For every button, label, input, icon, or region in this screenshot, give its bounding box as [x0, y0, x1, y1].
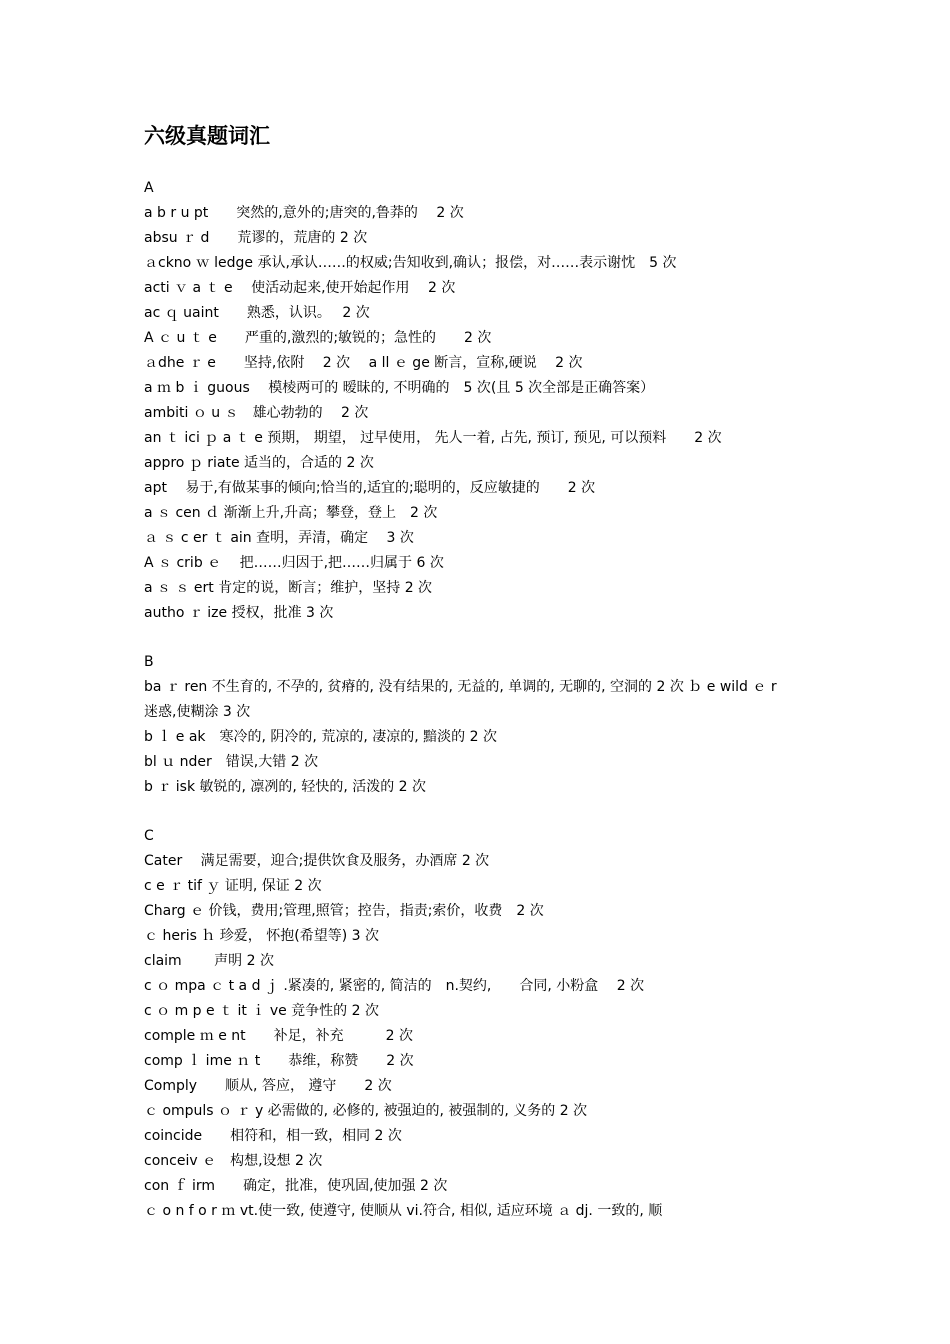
section-spacer [144, 626, 810, 650]
vocab-entry-ascend: a ｓ cen ｄ 渐渐上升,升高；攀登，登上 2 次 [144, 505, 438, 521]
vocab-entry-ambiguous: a ｍ b ｉ guous 模棱两可的 暧昧的, 不明确的 5 次(且 5 次全部是正确答案） [144, 380, 655, 396]
vocab-entry-acquaint: ac ｑ uaint 熟悉，认识。 2 次 [144, 305, 370, 321]
document-title: 六级真题词汇 [144, 124, 270, 148]
section-spacer [144, 800, 810, 824]
vocab-entry-compulsory: ｃ ompuls ｏ ｒ y 必需做的, 必修的, 被强迫的, 被强制的, 义务的 2 次 [144, 1103, 588, 1119]
vocab-entry-compliment: comp ｌ ime ｎ t 恭维，称赞 2 次 [144, 1053, 414, 1069]
vocab-entry-authorize: autho ｒ ize 授权，批准 3 次 [144, 605, 334, 621]
document-page [144, 118, 810, 1224]
vocab-entry-acute: A ｃ u ｔ e 严重的,激烈的;敏锐的；急性的 2 次 [144, 330, 492, 346]
vocab-entry-acknowledge: ａckno ｗ ledge 承认,承认……的权威;告知收到,确认；报偿，对……表示谢忱 5 次 [144, 255, 677, 271]
vocab-entry-ascribe: A ｓ crib ｅ 把……归因于,把……归属于 6 次 [144, 555, 444, 571]
vocab-entry-activate: acti ｖ a ｔ e 使活动起来,使开始起作用 2 次 [144, 280, 456, 296]
vocab-entry-comply: Comply 顺从, 答应， 遵守 2 次 [144, 1078, 392, 1094]
vocab-entry-claim: claim 声明 2 次 [144, 953, 274, 969]
vocab-entry-absurd: absu ｒ d 荒谬的，荒唐的 2 次 [144, 230, 368, 246]
vocab-entry-conceive: conceiv ｅ 构想,设想 2 次 [144, 1153, 323, 1169]
vocab-entry-apt: apt 易于,有做某事的倾向;恰当的,适宜的;聪明的，反应敏捷的 2 次 [144, 480, 596, 496]
vocab-entry-compact: c ｏ mpa ｃ t a d ｊ .紧凑的, 紧密的, 简洁的 n.契约, 合同, 小粉盒 2 次 [144, 978, 645, 994]
section-letter-c: C [144, 828, 154, 844]
vocab-entry-anticipate: an ｔ ici ｐ a ｔ e 预期， 期望， 过早使用， 先人一着, 占先, 预订, 预见, 可以预料 2 次 [144, 430, 722, 446]
section-a [144, 176, 810, 626]
vocab-entry-coincide: coincide 相符和，相一致，相同 2 次 [144, 1128, 402, 1144]
vocab-entry-ascertain: ａ ｓ c er ｔ ain 查明，弄清，确定 3 次 [144, 530, 414, 546]
vocab-entry-complement: comple ｍ e nt 补足，补充 2 次 [144, 1028, 413, 1044]
vocab-entry-cherish: ｃ heris ｈ 珍爱， 怀抱(希望等) 3 次 [144, 928, 379, 944]
vocab-entry-assert: a ｓ ｓ ert 肯定的说，断言；维护，坚持 2 次 [144, 580, 433, 596]
vocab-entry-certify: c e ｒ tif ｙ 证明, 保证 2 次 [144, 878, 322, 894]
section-letter-b: B [144, 654, 154, 670]
vocab-entry-competitive: c ｏ m p e ｔ it ｉ ve 竞争性的 2 次 [144, 1003, 379, 1019]
vocab-entry-conform: ｃ o n f o r ｍ vt.使一致, 使遵守, 使顺从 vi.符合, 相似, 适应环境 ａ dj. 一致的, 顺 [144, 1203, 663, 1219]
vocab-entry-appropriate: appro ｐ riate 适当的，合适的 2 次 [144, 455, 374, 471]
vocab-entry-bleak: b ｌ e ak 寒冷的, 阴冷的, 荒凉的, 凄凉的, 黯淡的 2 次 [144, 729, 497, 745]
section-c [144, 824, 810, 1224]
vocab-entry-adhere-allege: ａdhe ｒ e 坚持,依附 2 次 a ll ｅ ge 断言，宣称,硬说 2 次 [144, 355, 583, 371]
vocab-entry-ambitious: ambiti ｏ u ｓ 雄心勃勃的 2 次 [144, 405, 369, 421]
section-letter-a: A [144, 180, 154, 196]
vocab-entry-charge: Charg ｅ 价钱，费用;管理,照管；控告，指责;索价，收费 2 次 [144, 903, 544, 919]
vocab-entry-blunder: bl ｕ nder 错误,大错 2 次 [144, 754, 319, 770]
vocab-entry-confirm: con ｆ irm 确定，批准，使巩固,使加强 2 次 [144, 1178, 448, 1194]
vocab-entry-cater: Cater 满足需要，迎合;提供饮食及服务，办酒席 2 次 [144, 853, 490, 869]
vocab-entry-abrupt: a b r u pt 突然的,意外的;唐突的,鲁莽的 2 次 [144, 205, 464, 221]
vocab-entry-barren-bewilder: ba ｒ ren 不生育的, 不孕的, 贫瘠的, 没有结果的, 无益的, 单调的, 无聊的, 空洞的 2 次 ｂ e wild ｅ r 迷惑,使糊涂 3 次 [144, 679, 810, 720]
vocab-entry-brisk: b ｒ isk 敏锐的, 凛冽的, 轻快的, 活泼的 2 次 [144, 779, 427, 795]
section-b [144, 650, 810, 800]
